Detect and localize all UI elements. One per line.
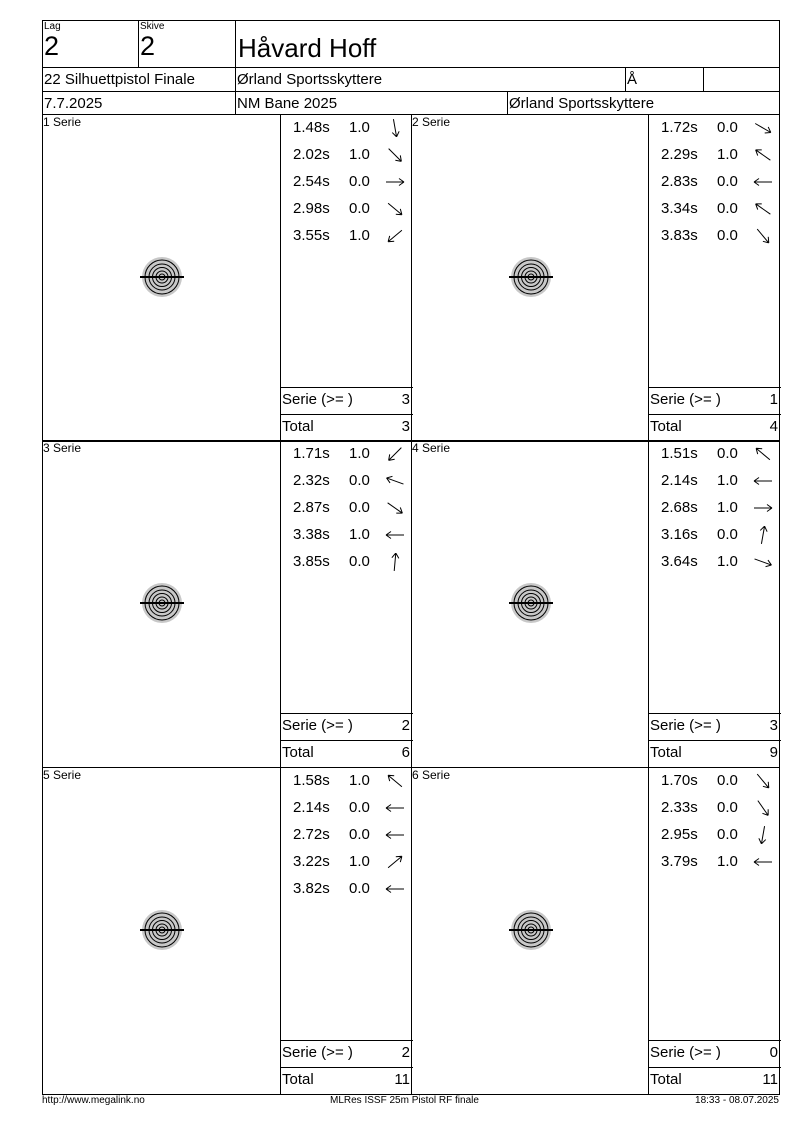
shot-value: 1.0 xyxy=(349,526,370,543)
shot-value: 1.0 xyxy=(349,853,370,870)
arrow-icon xyxy=(385,146,405,164)
serie-score-label: Serie (>= ) xyxy=(282,1044,353,1061)
shot-row xyxy=(649,551,781,573)
arrow-icon xyxy=(385,472,405,490)
serie-score-row xyxy=(280,713,412,739)
shot-value: 0.0 xyxy=(349,826,370,843)
shot-row xyxy=(281,470,413,492)
target-icon xyxy=(506,252,556,302)
total-value: 4 xyxy=(769,418,778,435)
arrow-icon xyxy=(753,227,773,245)
arrow-icon xyxy=(385,445,405,463)
serie-score-value: 1 xyxy=(769,391,778,408)
skive-value: 2 xyxy=(140,31,156,61)
shot-row xyxy=(281,225,413,247)
arrow-icon xyxy=(753,499,773,517)
shot-value: 1.0 xyxy=(349,146,370,163)
total-row xyxy=(648,414,780,440)
shot-row xyxy=(281,524,413,546)
shot-row xyxy=(649,198,781,220)
shot-time: 3.34s xyxy=(661,200,698,217)
header-lag-cell xyxy=(42,20,139,68)
shot-value: 1.0 xyxy=(717,146,738,163)
shot-value: 1.0 xyxy=(717,472,738,489)
competition-name: NM Bane 2025 xyxy=(237,95,338,112)
arrow-icon xyxy=(385,772,405,790)
shot-row xyxy=(649,470,781,492)
serie-score-label: Serie (>= ) xyxy=(282,717,353,734)
serie-score-label: Serie (>= ) xyxy=(650,391,721,408)
serie-score-label: Serie (>= ) xyxy=(650,717,721,734)
arrow-icon xyxy=(753,146,773,164)
total-label: Total xyxy=(650,744,682,761)
shot-row xyxy=(281,878,413,900)
shooter-name: Håvard Hoff xyxy=(238,33,377,63)
serie-score-row xyxy=(648,713,780,739)
footer-program: MLRes ISSF 25m Pistol RF finale xyxy=(330,1095,479,1106)
shot-time: 2.83s xyxy=(661,173,698,190)
shot-time: 1.72s xyxy=(661,119,698,136)
total-label: Total xyxy=(282,744,314,761)
arrow-icon xyxy=(385,173,405,191)
footer-url: http://www.megalink.no xyxy=(42,1095,145,1106)
series-title: 4 Serie xyxy=(412,441,451,455)
shot-time: 2.87s xyxy=(293,499,330,516)
competition-cell xyxy=(235,91,508,115)
arrow-icon xyxy=(385,227,405,245)
target-icon xyxy=(506,905,556,955)
shot-time: 2.14s xyxy=(661,472,698,489)
shot-value: 1.0 xyxy=(717,499,738,516)
serie-score-value: 2 xyxy=(401,717,410,734)
organizer-name: Ørland Sportsskyttere xyxy=(509,95,655,112)
shot-value: 0.0 xyxy=(349,880,370,897)
shot-row xyxy=(649,225,781,247)
shot-row xyxy=(649,443,781,465)
series-panel xyxy=(411,767,780,1095)
target-icon xyxy=(137,578,187,628)
target-icon xyxy=(137,252,187,302)
shot-value: 1.0 xyxy=(349,227,370,244)
shot-value: 1.0 xyxy=(349,445,370,462)
shot-time: 3.79s xyxy=(661,853,698,870)
shot-value: 1.0 xyxy=(717,553,738,570)
shot-time: 2.68s xyxy=(661,499,698,516)
serie-score-value: 2 xyxy=(401,1044,410,1061)
series-panel xyxy=(411,114,780,442)
shot-time: 2.32s xyxy=(293,472,330,489)
shot-time: 3.16s xyxy=(661,526,698,543)
series-panel xyxy=(42,114,412,442)
shot-time: 2.29s xyxy=(661,146,698,163)
arrow-icon xyxy=(753,119,773,137)
serie-score-value: 0 xyxy=(769,1044,778,1061)
serie-score-label: Serie (>= ) xyxy=(650,1044,721,1061)
header-skive-cell xyxy=(138,20,236,68)
arrow-icon xyxy=(385,880,405,898)
shot-row xyxy=(649,117,781,139)
class-letter: Å xyxy=(627,71,638,88)
serie-score-row xyxy=(280,387,412,413)
class-cell xyxy=(625,67,704,92)
event-cell xyxy=(42,67,236,92)
total-label: Total xyxy=(650,1071,682,1088)
arrow-icon xyxy=(753,853,773,871)
extra-cell xyxy=(703,67,780,92)
shot-time: 3.83s xyxy=(661,227,698,244)
arrow-icon xyxy=(753,826,773,844)
arrow-icon xyxy=(753,553,773,571)
arrow-icon xyxy=(753,526,773,544)
series-title: 1 Serie xyxy=(43,115,82,129)
shot-time: 3.55s xyxy=(293,227,330,244)
serie-score-row xyxy=(648,1040,780,1066)
shot-row xyxy=(281,171,413,193)
arrow-icon xyxy=(385,526,405,544)
shot-value: 0.0 xyxy=(717,200,738,217)
shot-value: 0.0 xyxy=(717,119,738,136)
series-title: 2 Serie xyxy=(412,115,451,129)
arrow-icon xyxy=(753,772,773,790)
shot-row xyxy=(649,497,781,519)
shot-time: 1.70s xyxy=(661,772,698,789)
arrow-icon xyxy=(385,799,405,817)
arrow-icon xyxy=(385,119,405,137)
shot-value: 0.0 xyxy=(349,553,370,570)
date-cell xyxy=(42,91,236,115)
organizer-cell xyxy=(507,91,780,115)
shot-row xyxy=(281,443,413,465)
shot-row xyxy=(281,851,413,873)
shot-value: 1.0 xyxy=(717,853,738,870)
shot-value: 0.0 xyxy=(349,200,370,217)
shot-row xyxy=(281,497,413,519)
arrow-icon xyxy=(385,200,405,218)
serie-score-value: 3 xyxy=(769,717,778,734)
shot-row xyxy=(649,171,781,193)
shot-value: 0.0 xyxy=(349,173,370,190)
total-row xyxy=(280,414,412,440)
target-icon xyxy=(506,578,556,628)
shot-time: 2.98s xyxy=(293,200,330,217)
shot-time: 3.22s xyxy=(293,853,330,870)
shot-time: 2.95s xyxy=(661,826,698,843)
shot-row xyxy=(649,770,781,792)
shot-time: 1.48s xyxy=(293,119,330,136)
series-panel xyxy=(42,767,412,1095)
shot-value: 0.0 xyxy=(349,472,370,489)
shot-value: 0.0 xyxy=(717,445,738,462)
event-name: 22 Silhuettpistol Finale xyxy=(44,71,195,88)
total-value: 9 xyxy=(769,744,778,761)
arrow-icon xyxy=(385,553,405,571)
shot-row xyxy=(649,144,781,166)
shot-time: 2.72s xyxy=(293,826,330,843)
shot-time: 3.85s xyxy=(293,553,330,570)
shot-time: 2.02s xyxy=(293,146,330,163)
shot-row xyxy=(281,117,413,139)
lag-label: Lag xyxy=(44,21,61,32)
serie-score-value: 3 xyxy=(401,391,410,408)
shot-value: 0.0 xyxy=(349,799,370,816)
arrow-icon xyxy=(753,445,773,463)
shot-row xyxy=(281,824,413,846)
shot-row xyxy=(281,144,413,166)
total-row xyxy=(648,740,780,766)
shot-time: 1.58s xyxy=(293,772,330,789)
arrow-icon xyxy=(753,472,773,490)
series-title: 6 Serie xyxy=(412,768,451,782)
series-title: 3 Serie xyxy=(43,441,82,455)
serie-score-label: Serie (>= ) xyxy=(282,391,353,408)
total-row xyxy=(648,1067,780,1093)
shot-row xyxy=(281,551,413,573)
shot-value: 0.0 xyxy=(717,826,738,843)
shot-time: 1.51s xyxy=(661,445,698,462)
shot-value: 1.0 xyxy=(349,772,370,789)
shot-value: 0.0 xyxy=(717,526,738,543)
shot-row xyxy=(281,198,413,220)
series-title: 5 Serie xyxy=(43,768,82,782)
shot-value: 0.0 xyxy=(717,772,738,789)
header-name-cell xyxy=(235,20,780,68)
total-label: Total xyxy=(282,1071,314,1088)
serie-score-row xyxy=(280,1040,412,1066)
total-value: 3 xyxy=(401,418,410,435)
arrow-icon xyxy=(385,499,405,517)
shot-value: 1.0 xyxy=(349,119,370,136)
shot-row xyxy=(281,770,413,792)
total-row xyxy=(280,1067,412,1093)
total-label: Total xyxy=(650,418,682,435)
total-value: 11 xyxy=(762,1071,778,1088)
total-row xyxy=(280,740,412,766)
shot-row xyxy=(649,797,781,819)
arrow-icon xyxy=(753,200,773,218)
arrow-icon xyxy=(753,173,773,191)
series-panel xyxy=(42,440,412,768)
footer-timestamp: 18:33 - 08.07.2025 xyxy=(695,1095,779,1106)
shot-row xyxy=(649,524,781,546)
shot-time: 3.38s xyxy=(293,526,330,543)
skive-label: Skive xyxy=(140,21,165,32)
club-name: Ørland Sportsskyttere xyxy=(237,71,383,88)
shot-time: 2.54s xyxy=(293,173,330,190)
shot-time: 2.14s xyxy=(293,799,330,816)
series-panel xyxy=(411,440,780,768)
date: 7.7.2025 xyxy=(44,95,103,112)
shot-row xyxy=(649,851,781,873)
arrow-icon xyxy=(753,799,773,817)
shot-value: 0.0 xyxy=(717,173,738,190)
shot-value: 0.0 xyxy=(717,227,738,244)
shot-row xyxy=(649,824,781,846)
total-label: Total xyxy=(282,418,314,435)
shot-time: 2.33s xyxy=(661,799,698,816)
total-value: 6 xyxy=(401,744,410,761)
serie-score-row xyxy=(648,387,780,413)
club-cell xyxy=(235,67,626,92)
shot-row xyxy=(281,797,413,819)
shot-time: 1.71s xyxy=(293,445,330,462)
lag-value: 2 xyxy=(44,31,60,61)
shot-value: 0.0 xyxy=(349,499,370,516)
shot-value: 0.0 xyxy=(717,799,738,816)
arrow-icon xyxy=(385,853,405,871)
arrow-icon xyxy=(385,826,405,844)
shot-time: 3.82s xyxy=(293,880,330,897)
total-value: 11 xyxy=(394,1071,410,1088)
shot-time: 3.64s xyxy=(661,553,698,570)
target-icon xyxy=(137,905,187,955)
